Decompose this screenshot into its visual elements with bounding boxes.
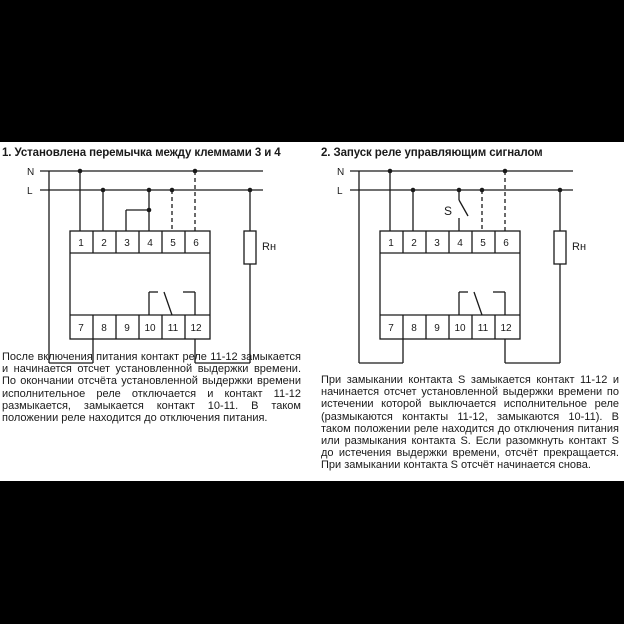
load-label: Rн [262, 241, 277, 253]
panel-heading: 1. Установлена перемычка между клеммами 3 и 4 [2, 147, 281, 159]
terminal-3: 3 [124, 238, 130, 249]
terminal-11: 11 [477, 323, 489, 334]
load-resistor [554, 231, 566, 264]
terminal-7: 7 [388, 323, 394, 334]
load-resistor [244, 231, 256, 264]
terminal-10: 10 [454, 323, 466, 334]
panel-heading: 2. Запуск реле управляющим сигналом [321, 147, 543, 159]
terminal-7: 7 [78, 323, 84, 334]
terminal-4: 4 [147, 238, 153, 249]
contact-blade [474, 292, 482, 315]
terminal-8: 8 [101, 323, 107, 334]
terminal-9: 9 [124, 323, 130, 334]
terminal-10: 10 [144, 323, 156, 334]
terminal-6: 6 [503, 238, 509, 249]
panel-jumper-3-4 [0, 142, 312, 481]
relay-body [70, 231, 210, 339]
wiring-diagram-jumper [0, 142, 312, 481]
terminal-11: 11 [167, 323, 179, 334]
live-label: L [337, 186, 343, 197]
terminal-1: 1 [78, 238, 84, 249]
relay-body [380, 231, 520, 339]
switch-s-blade [459, 200, 468, 216]
contact-blade [164, 292, 172, 315]
description-paragraph: После включения питания контакт реле 11-12 замыкается и начинается отсчет установленной выдержки времени. По окончании отсчёта установленной выдержки времени исполнительное реле отключается и контакт 11-12 размыкается, замыкается контакт 10-11. В таком положении реле находится до отключения питания. [2, 351, 301, 425]
terminal-5: 5 [170, 238, 176, 249]
terminal-8: 8 [411, 323, 417, 334]
terminal-12: 12 [500, 323, 512, 334]
neutral-label: N [27, 167, 35, 178]
sheet [0, 142, 624, 481]
terminal-9: 9 [434, 323, 440, 334]
neutral-label: N [337, 167, 345, 178]
panel-control-signal [312, 142, 624, 481]
terminal-1: 1 [388, 238, 394, 249]
load-label: Rн [572, 241, 587, 253]
live-label: L [27, 186, 33, 197]
terminal-4: 4 [457, 238, 463, 249]
description-paragraph: При замыкании контакта S замыкается контакт 11-12 и начинается отсчет установленной выдержки времени по истечении которой выключается исполнительное реле (размыкаются контакты 11-12, замыкаются 10-11). В таком положении реле находится до отключения питания или размыкания контакта S. Если разомкнуть контакт S до истечения выдержки времени, отсчёт прекращается. При замыкании контакта S отсчёт начинается снова. [321, 374, 619, 472]
switch-s-label: S [444, 204, 453, 218]
terminal-5: 5 [480, 238, 486, 249]
terminal-3: 3 [434, 238, 440, 249]
terminal-2: 2 [411, 238, 417, 249]
terminal-2: 2 [101, 238, 107, 249]
terminal-12: 12 [190, 323, 202, 334]
terminal-6: 6 [193, 238, 199, 249]
